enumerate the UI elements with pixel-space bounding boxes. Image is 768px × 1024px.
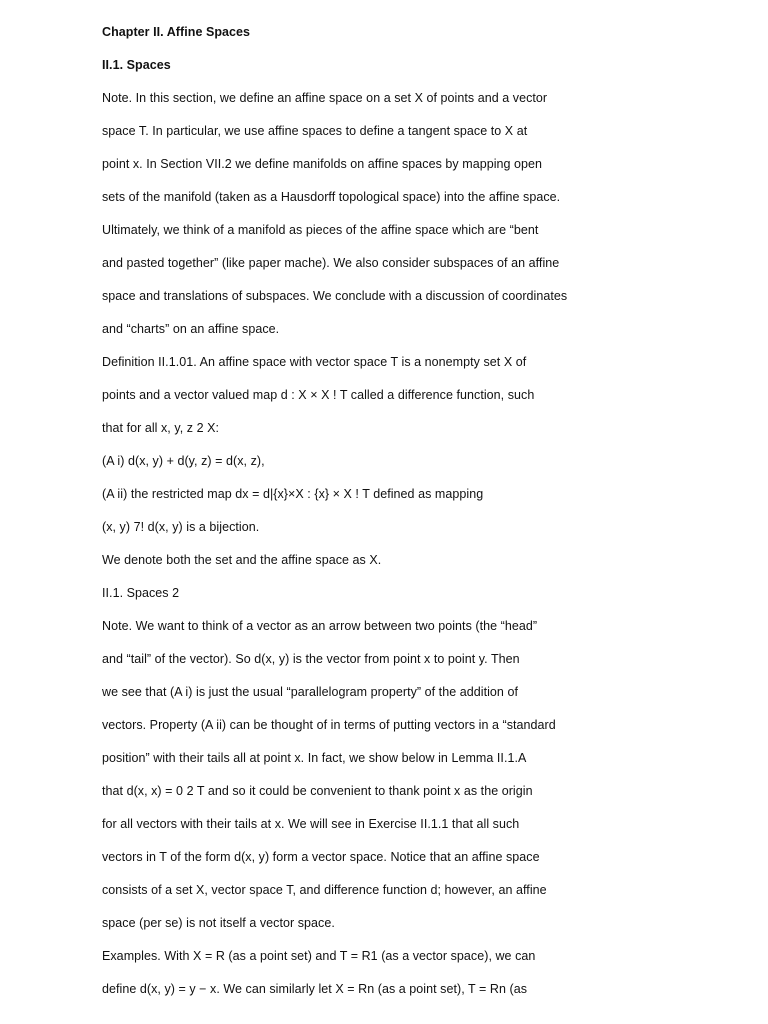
chapter-title: Chapter II. Affine Spaces [102,25,251,39]
paragraph-line: and “charts” on an affine space. [102,322,280,336]
paragraph-line: vectors. Property (A ii) can be thought of in terms of putting vectors in a “standard [102,718,556,732]
paragraph-line: We denote both the set and the affine space as X. [102,553,382,567]
paragraph-line: for all vectors with their tails at x. We will see in Exercise II.1.1 that all such [102,817,520,831]
paragraph-line: position” with their tails all at point x. In fact, we show below in Lemma II.1.A [102,751,527,765]
axiom-line: (x, y) 7! d(x, y) is a bijection. [102,520,260,534]
axiom-line: (A ii) the restricted map dx = d|{x}×X : {x} × X ! T defined as mapping [102,487,484,501]
definition-line: that for all x, y, z 2 X: [102,421,220,435]
paragraph-line: vectors in T of the form d(x, y) form a vector space. Notice that an affine space [102,850,540,864]
paragraph-line: and pasted together” (like paper mache). We also consider subspaces of an affine [102,256,560,270]
paragraph-line: space (per se) is not itself a vector space. [102,916,335,930]
paragraph-line: we see that (A i) is just the usual “parallelogram property” of the addition of [102,685,518,699]
paragraph-line: Note. We want to think of a vector as an arrow between two points (the “head” [102,619,538,633]
definition-line: Definition II.1.01. An affine space with vector space T is a nonempty set X of [102,355,527,369]
paragraph-line: space T. In particular, we use affine spaces to define a tangent space to X at [102,124,528,138]
paragraph-line: Ultimately, we think of a manifold as pieces of the affine space which are “bent [102,223,539,237]
axiom-line: (A i) d(x, y) + d(y, z) = d(x, z), [102,454,265,468]
definition-line: points and a vector valued map d : X × X ! T called a difference function, such [102,388,535,402]
paragraph-line: Examples. With X = R (as a point set) and T = R1 (as a vector space), we can [102,949,536,963]
paragraph-line: point x. In Section VII.2 we define manifolds on affine spaces by mapping open [102,157,543,171]
paragraph-line: space and translations of subspaces. We conclude with a discussion of coordinates [102,289,568,303]
paragraph-line: that d(x, x) = 0 2 T and so it could be convenient to thank point x as the origin [102,784,533,798]
paragraph-line: consists of a set X, vector space T, and difference function d; however, an affine [102,883,547,897]
paragraph-line: and “tail” of the vector). So d(x, y) is the vector from point x to point y. Then [102,652,520,666]
paragraph-line: sets of the manifold (taken as a Hausdorff topological space) into the affine space. [102,190,561,204]
section-title: II.1. Spaces [102,58,171,72]
running-header: II.1. Spaces 2 [102,586,180,600]
paragraph-line: define d(x, y) = y − x. We can similarly let X = Rn (as a point set), T = Rn (as [102,982,528,996]
paragraph-line: Note. In this section, we define an affine space on a set X of points and a vector [102,91,548,105]
